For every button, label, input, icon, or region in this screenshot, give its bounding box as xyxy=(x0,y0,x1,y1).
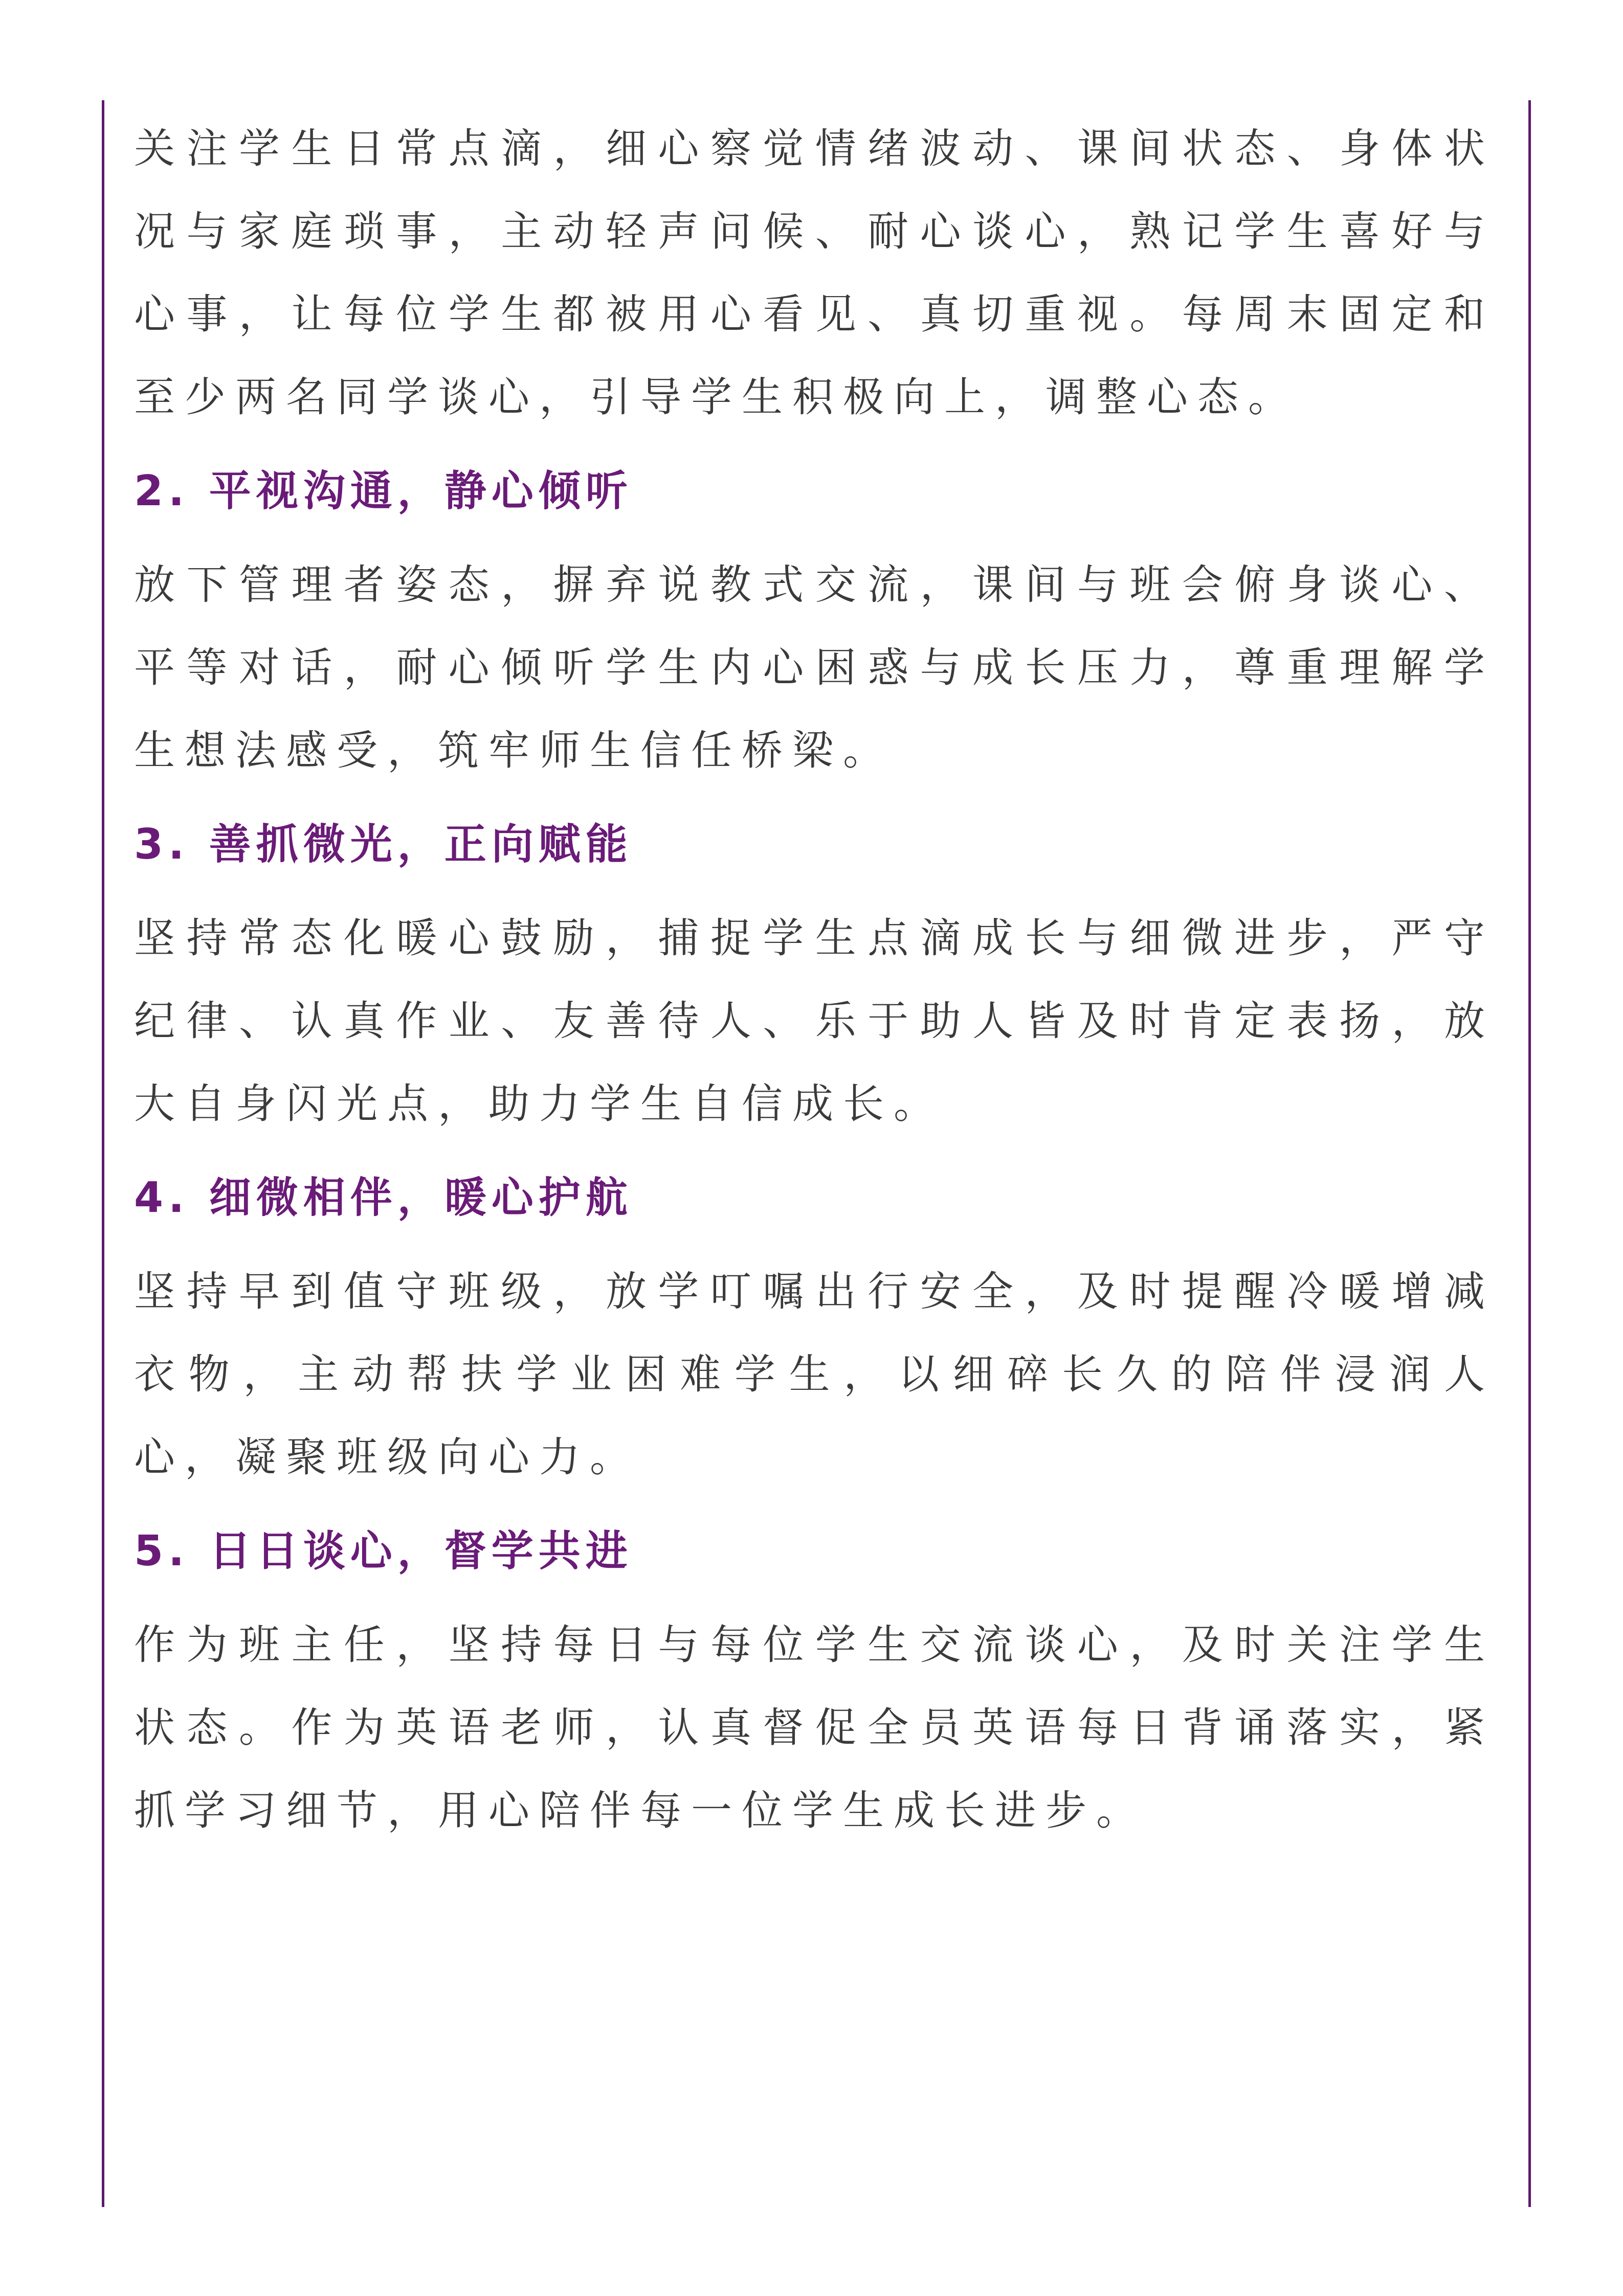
section-5-paragraph: 作为班主任，坚持每日与每位学生交流谈心，及时关注学生状态。作为英语老师，认真督促全员英语每日背诵落实，紧抓学习细节，用心陪伴每一位学生成长进步。 xyxy=(134,1621,1495,1834)
section-4-heading: 4. 细微相伴，暖心护航 xyxy=(134,1174,633,1222)
section-3-heading: 3. 善抓微光，正向赋能 xyxy=(134,820,633,869)
section-2-heading: 2. 平视沟通，静心倾听 xyxy=(134,467,633,515)
section-5-heading: 5. 日日谈心，督学共进 xyxy=(134,1527,633,1575)
section-2-paragraph: 放下管理者姿态，摒弃说教式交流，课间与班会俯身谈心、平等对话，耐心倾听学生内心困惑与成长压力，尊重理解学生想法感受，筑牢师生信任桥梁。 xyxy=(134,561,1495,774)
intro-paragraph: 关注学生日常点滴，细心察觉情绪波动、课间状态、身体状况与家庭琐事，主动轻声问候、耐心谈心，熟记学生喜好与心事，让每位学生都被用心看见、真切重视。每周末固定和至少两名同学谈心，引导学生积极向上，调整心态。 xyxy=(134,125,1495,421)
section-3-paragraph: 坚持常态化暖心鼓励，捕捉学生点滴成长与细微进步，严守纪律、认真作业、友善待人、乐于助人皆及时肯定表扬，放大自身闪光点，助力学生自信成长。 xyxy=(134,914,1495,1128)
left-border-line xyxy=(102,100,104,2207)
right-border-line xyxy=(1528,100,1531,2207)
section-4-paragraph: 坚持早到值守班级，放学叮嘱出行安全，及时提醒冷暖增减衣物，主动帮扶学业困难学生，以细碎长久的陪伴浸润人心，凝聚班级向心力。 xyxy=(134,1268,1495,1481)
article-body xyxy=(134,107,1495,1852)
